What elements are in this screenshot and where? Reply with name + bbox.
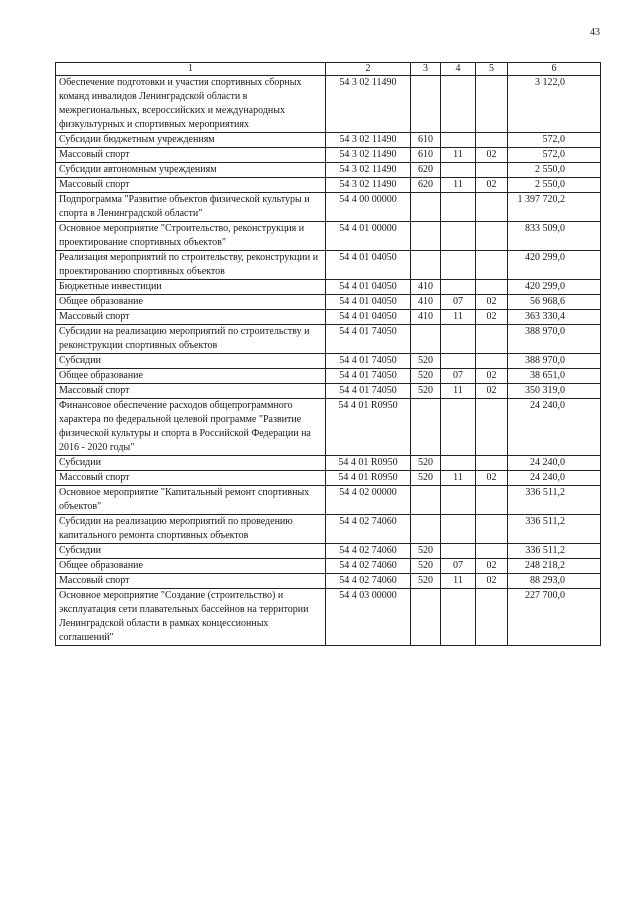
- cell-subsection: [476, 133, 508, 148]
- cell-target-code: 54 4 03 00000: [326, 589, 411, 646]
- cell-name: Массовый спорт: [56, 574, 326, 589]
- cell-section: [441, 515, 476, 544]
- table-row: [56, 559, 601, 574]
- cell-expense-type: 610: [411, 148, 441, 163]
- cell-section: [441, 163, 476, 178]
- cell-expense-type: 520: [411, 456, 441, 471]
- cell-name: Массовый спорт: [56, 148, 326, 163]
- table-row: [56, 544, 601, 559]
- cell-subsection: [476, 486, 508, 515]
- cell-name: Массовый спорт: [56, 178, 326, 193]
- cell-expense-type: [411, 325, 441, 354]
- cell-expense-type: 620: [411, 178, 441, 193]
- cell-amount: 248 218,2: [508, 559, 601, 574]
- header-cell: 1: [56, 63, 326, 76]
- cell-section: [441, 325, 476, 354]
- cell-subsection: [476, 280, 508, 295]
- header-cell: 6: [508, 63, 601, 76]
- cell-amount: 350 319,0: [508, 384, 601, 399]
- cell-amount: 420 299,0: [508, 280, 601, 295]
- cell-target-code: 54 4 01 04050: [326, 280, 411, 295]
- cell-amount: 88 293,0: [508, 574, 601, 589]
- table-body: [56, 76, 601, 646]
- cell-name: Подпрограмма "Развитие объектов физической культуры и спорта в Ленинградской области": [56, 193, 326, 222]
- cell-expense-type: 520: [411, 369, 441, 384]
- cell-expense-type: 610: [411, 133, 441, 148]
- table-row: [56, 251, 601, 280]
- cell-amount: 336 511,2: [508, 486, 601, 515]
- cell-expense-type: 410: [411, 310, 441, 325]
- cell-target-code: 54 4 01 R0950: [326, 456, 411, 471]
- cell-name: Реализация мероприятий по строительству, реконструкции и проектированию спортивных объектов: [56, 251, 326, 280]
- cell-expense-type: 520: [411, 471, 441, 486]
- cell-expense-type: 410: [411, 280, 441, 295]
- cell-name: Основное мероприятие "Создание (строительство) и эксплуатация сети плавательных бассейнов на территории Ленинградской области в рамках концессионных соглашений": [56, 589, 326, 646]
- cell-subsection: 02: [476, 384, 508, 399]
- cell-section: [441, 76, 476, 133]
- cell-subsection: 02: [476, 295, 508, 310]
- cell-target-code: 54 4 01 04050: [326, 251, 411, 280]
- cell-expense-type: 520: [411, 544, 441, 559]
- cell-name: Обеспечение подготовки и участия спортивных сборных команд инвалидов Ленинградской области в межрегиональных, всероссийских и международных физкультурных и спортивных мероприятиях: [56, 76, 326, 133]
- cell-name: Субсидии: [56, 544, 326, 559]
- table-row: [56, 486, 601, 515]
- page-number: 43: [590, 27, 600, 38]
- cell-expense-type: 520: [411, 574, 441, 589]
- cell-amount: 1 397 720,2: [508, 193, 601, 222]
- cell-amount: 572,0: [508, 148, 601, 163]
- cell-subsection: [476, 193, 508, 222]
- cell-expense-type: 520: [411, 559, 441, 574]
- cell-subsection: [476, 325, 508, 354]
- cell-subsection: 02: [476, 369, 508, 384]
- cell-amount: 38 651,0: [508, 369, 601, 384]
- cell-expense-type: 620: [411, 163, 441, 178]
- cell-section: [441, 193, 476, 222]
- cell-target-code: 54 4 01 74050: [326, 369, 411, 384]
- cell-amount: 833 509,0: [508, 222, 601, 251]
- cell-expense-type: [411, 515, 441, 544]
- cell-name: Общее образование: [56, 295, 326, 310]
- cell-expense-type: [411, 222, 441, 251]
- cell-section: 11: [441, 310, 476, 325]
- cell-subsection: [476, 222, 508, 251]
- cell-section: 11: [441, 471, 476, 486]
- cell-subsection: [476, 544, 508, 559]
- cell-amount: 572,0: [508, 133, 601, 148]
- cell-amount: 56 968,6: [508, 295, 601, 310]
- cell-expense-type: [411, 486, 441, 515]
- cell-section: 11: [441, 574, 476, 589]
- cell-subsection: 02: [476, 574, 508, 589]
- table-row: [56, 369, 601, 384]
- cell-name: Основное мероприятие "Капитальный ремонт спортивных объектов": [56, 486, 326, 515]
- cell-expense-type: [411, 399, 441, 456]
- table-row: [56, 384, 601, 399]
- table-row: [56, 295, 601, 310]
- cell-section: [441, 399, 476, 456]
- cell-section: 07: [441, 295, 476, 310]
- cell-section: [441, 354, 476, 369]
- cell-section: 11: [441, 178, 476, 193]
- table-row: [56, 515, 601, 544]
- cell-target-code: 54 3 02 11490: [326, 163, 411, 178]
- cell-subsection: [476, 589, 508, 646]
- cell-section: [441, 133, 476, 148]
- cell-amount: 227 700,0: [508, 589, 601, 646]
- cell-section: [441, 456, 476, 471]
- cell-amount: 336 511,2: [508, 515, 601, 544]
- header-cell: 5: [476, 63, 508, 76]
- table-row: [56, 222, 601, 251]
- cell-target-code: 54 4 02 74060: [326, 559, 411, 574]
- cell-subsection: [476, 251, 508, 280]
- table-row: [56, 280, 601, 295]
- cell-expense-type: [411, 193, 441, 222]
- cell-expense-type: 520: [411, 384, 441, 399]
- cell-name: Субсидии автономным учреждениям: [56, 163, 326, 178]
- cell-amount: 388 970,0: [508, 354, 601, 369]
- cell-name: Субсидии на реализацию мероприятий по проведению капитального ремонта спортивных объектов: [56, 515, 326, 544]
- cell-subsection: [476, 354, 508, 369]
- cell-section: [441, 222, 476, 251]
- cell-target-code: 54 4 01 74050: [326, 384, 411, 399]
- cell-expense-type: [411, 76, 441, 133]
- cell-name: Общее образование: [56, 559, 326, 574]
- cell-name: Субсидии бюджетным учреждениям: [56, 133, 326, 148]
- cell-amount: 363 330,4: [508, 310, 601, 325]
- cell-amount: 24 240,0: [508, 471, 601, 486]
- table-row: [56, 325, 601, 354]
- cell-target-code: 54 3 02 11490: [326, 178, 411, 193]
- cell-section: [441, 544, 476, 559]
- cell-subsection: [476, 76, 508, 133]
- cell-subsection: [476, 399, 508, 456]
- header-cell: 2: [326, 63, 411, 76]
- cell-section: 11: [441, 148, 476, 163]
- cell-name: Финансовое обеспечение расходов общепрограммного характера по федеральной целевой программе "Развитие физической культуры и спорта в Российской Федерации на 2016 - 2020 годы": [56, 399, 326, 456]
- table-row: [56, 589, 601, 646]
- header-cell: 3: [411, 63, 441, 76]
- table-row: [56, 471, 601, 486]
- table-header: [56, 63, 601, 76]
- cell-name: Основное мероприятие "Строительство, реконструкция и проектирование спортивных объектов": [56, 222, 326, 251]
- cell-section: 07: [441, 559, 476, 574]
- cell-target-code: 54 3 02 11490: [326, 148, 411, 163]
- cell-target-code: 54 4 02 74060: [326, 544, 411, 559]
- table-row: [56, 178, 601, 193]
- cell-section: [441, 486, 476, 515]
- cell-section: 07: [441, 369, 476, 384]
- cell-target-code: 54 4 01 R0950: [326, 399, 411, 456]
- table-row: [56, 456, 601, 471]
- cell-expense-type: 410: [411, 295, 441, 310]
- cell-name: Массовый спорт: [56, 384, 326, 399]
- cell-subsection: [476, 456, 508, 471]
- cell-amount: 2 550,0: [508, 163, 601, 178]
- cell-target-code: 54 4 01 74050: [326, 354, 411, 369]
- cell-amount: 420 299,0: [508, 251, 601, 280]
- cell-name: Массовый спорт: [56, 471, 326, 486]
- cell-expense-type: 520: [411, 354, 441, 369]
- budget-table: [55, 62, 601, 646]
- cell-amount: 24 240,0: [508, 399, 601, 456]
- cell-subsection: 02: [476, 148, 508, 163]
- cell-section: [441, 251, 476, 280]
- cell-name: Субсидии: [56, 354, 326, 369]
- cell-target-code: 54 4 01 00000: [326, 222, 411, 251]
- cell-subsection: [476, 163, 508, 178]
- cell-amount: 2 550,0: [508, 178, 601, 193]
- header-row: [56, 63, 601, 76]
- table-row: [56, 310, 601, 325]
- cell-section: 11: [441, 384, 476, 399]
- table-row: [56, 574, 601, 589]
- cell-subsection: 02: [476, 559, 508, 574]
- cell-subsection: 02: [476, 178, 508, 193]
- table-row: [56, 148, 601, 163]
- cell-target-code: 54 4 02 00000: [326, 486, 411, 515]
- cell-subsection: 02: [476, 471, 508, 486]
- cell-name: Бюджетные инвестиции: [56, 280, 326, 295]
- cell-target-code: 54 4 02 74060: [326, 515, 411, 544]
- cell-section: [441, 589, 476, 646]
- cell-target-code: 54 4 01 04050: [326, 310, 411, 325]
- cell-target-code: 54 4 01 04050: [326, 295, 411, 310]
- table-row: [56, 163, 601, 178]
- table-row: [56, 133, 601, 148]
- cell-amount: 336 511,2: [508, 544, 601, 559]
- cell-name: Субсидии на реализацию мероприятий по строительству и реконструкции спортивных объектов: [56, 325, 326, 354]
- cell-name: Общее образование: [56, 369, 326, 384]
- cell-target-code: 54 4 01 R0950: [326, 471, 411, 486]
- cell-target-code: 54 4 02 74060: [326, 574, 411, 589]
- cell-target-code: 54 4 00 00000: [326, 193, 411, 222]
- cell-subsection: [476, 515, 508, 544]
- cell-target-code: 54 4 01 74050: [326, 325, 411, 354]
- cell-name: Массовый спорт: [56, 310, 326, 325]
- cell-target-code: 54 3 02 11490: [326, 133, 411, 148]
- table-row: [56, 76, 601, 133]
- cell-subsection: 02: [476, 310, 508, 325]
- cell-section: [441, 280, 476, 295]
- cell-amount: 3 122,0: [508, 76, 601, 133]
- cell-amount: 24 240,0: [508, 456, 601, 471]
- header-cell: 4: [441, 63, 476, 76]
- table-row: [56, 399, 601, 456]
- table-row: [56, 354, 601, 369]
- cell-expense-type: [411, 589, 441, 646]
- cell-target-code: 54 3 02 11490: [326, 76, 411, 133]
- cell-amount: 388 970,0: [508, 325, 601, 354]
- cell-expense-type: [411, 251, 441, 280]
- table-row: [56, 193, 601, 222]
- cell-name: Субсидии: [56, 456, 326, 471]
